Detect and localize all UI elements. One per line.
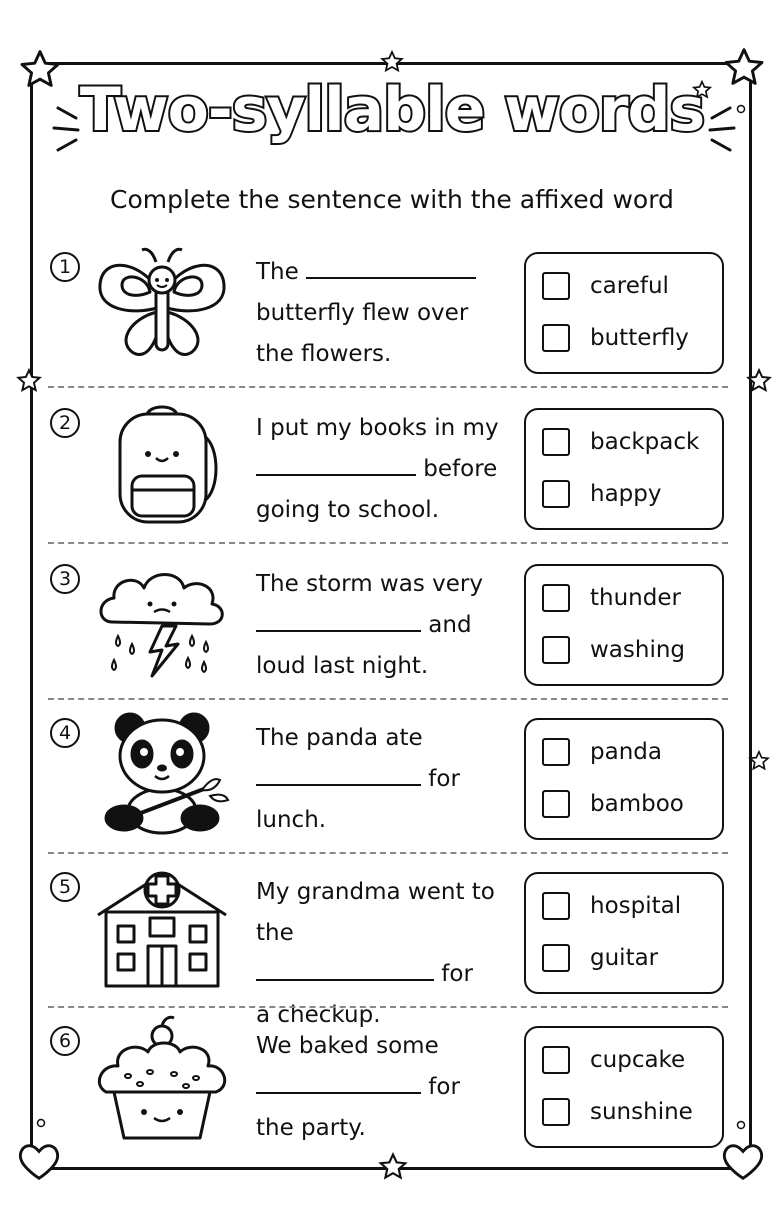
option-label: bamboo	[590, 791, 684, 817]
options-box	[524, 252, 724, 374]
option-label: thunder	[590, 585, 681, 611]
option-label: sunshine	[590, 1099, 693, 1125]
checkbox[interactable]	[542, 272, 570, 300]
sentence-line: for	[256, 1067, 526, 1108]
answer-blank[interactable]	[256, 454, 416, 476]
sentence-line: for	[256, 759, 526, 800]
option-panda[interactable]	[542, 736, 662, 768]
sentence-line: The	[256, 252, 526, 293]
answer-blank[interactable]	[256, 610, 421, 632]
option-happy[interactable]	[542, 478, 661, 510]
exercise-row-1	[42, 240, 742, 390]
option-careful[interactable]	[542, 270, 669, 302]
options-box	[524, 564, 724, 686]
checkbox[interactable]	[542, 636, 570, 664]
sentence	[256, 718, 526, 841]
sentence	[256, 408, 526, 531]
backpack-icon	[92, 396, 232, 526]
sentence-line: butterfly flew over	[256, 300, 469, 326]
star-icon	[746, 368, 772, 394]
page-title: Two-syllable words	[79, 75, 705, 145]
option-washing[interactable]	[542, 634, 685, 666]
item-number: 1	[50, 252, 80, 282]
checkbox[interactable]	[542, 892, 570, 920]
star-icon	[380, 50, 404, 74]
exercise-row-5	[42, 860, 742, 1028]
option-label: panda	[590, 739, 662, 765]
option-label: cupcake	[590, 1047, 686, 1073]
checkbox[interactable]	[542, 1098, 570, 1126]
star-icon	[16, 368, 42, 394]
sentence-line: going to school.	[256, 497, 440, 523]
sentence-line: the party.	[256, 1115, 366, 1141]
sentence	[256, 1026, 526, 1149]
option-sunshine[interactable]	[542, 1096, 693, 1128]
row-divider	[48, 542, 728, 544]
sentence-line: loud last night.	[256, 653, 429, 679]
checkbox[interactable]	[542, 944, 570, 972]
item-number: 3	[50, 564, 80, 594]
option-guitar[interactable]	[542, 942, 658, 974]
checkbox[interactable]	[542, 428, 570, 456]
sentence-line: The storm was very	[256, 571, 483, 597]
checkbox[interactable]	[542, 480, 570, 508]
option-butterfly[interactable]	[542, 322, 689, 354]
options-box	[524, 718, 724, 840]
sentence-line: I put my books in my	[256, 415, 499, 441]
option-thunder[interactable]	[542, 582, 681, 614]
item-number: 5	[50, 872, 80, 902]
options-box	[524, 408, 724, 530]
row-divider	[48, 852, 728, 854]
option-label: backpack	[590, 429, 700, 455]
answer-blank[interactable]	[256, 959, 434, 981]
instructions: Complete the sentence with the affixed word	[110, 185, 674, 214]
option-label: guitar	[590, 945, 659, 971]
item-number: 2	[50, 408, 80, 438]
sentence-line: before	[256, 449, 526, 490]
sentence	[256, 564, 526, 687]
option-backpack[interactable]	[542, 426, 699, 458]
hospital-icon	[92, 860, 232, 990]
checkbox[interactable]	[542, 324, 570, 352]
checkbox[interactable]	[542, 790, 570, 818]
panda-icon	[92, 706, 232, 836]
sentence-line: and	[256, 605, 526, 646]
option-label: happy	[590, 481, 662, 507]
sentence-line: a checkup.	[256, 1002, 381, 1028]
answer-blank[interactable]	[256, 1072, 421, 1094]
options-box	[524, 872, 724, 994]
option-hospital[interactable]	[542, 890, 681, 922]
option-cupcake[interactable]	[542, 1044, 685, 1076]
checkbox[interactable]	[542, 1046, 570, 1074]
exercise-row-3	[42, 552, 742, 702]
row-divider	[48, 698, 728, 700]
sentence	[256, 252, 526, 375]
sentence-line: lunch.	[256, 807, 327, 833]
exercise-row-6	[42, 1014, 742, 1164]
row-divider	[48, 386, 728, 388]
row-divider	[48, 1006, 728, 1008]
option-label: washing	[590, 637, 686, 663]
answer-blank[interactable]	[256, 764, 421, 786]
item-number: 4	[50, 718, 80, 748]
cupcake-icon	[92, 1014, 232, 1144]
exercise-row-4	[42, 706, 742, 856]
option-bamboo[interactable]	[542, 788, 684, 820]
answer-blank[interactable]	[306, 257, 476, 279]
option-label: careful	[590, 273, 669, 299]
sentence-line: We baked some	[256, 1033, 439, 1059]
item-number: 6	[50, 1026, 80, 1056]
storm-cloud-icon	[92, 552, 232, 682]
butterfly-icon	[92, 240, 232, 370]
checkbox[interactable]	[542, 738, 570, 766]
star-icon	[748, 750, 770, 772]
sentence-line: for	[256, 954, 526, 995]
sentence-line: My grandma went to the	[256, 879, 495, 946]
sentence-line: The panda ate	[256, 725, 423, 751]
sentence-line: the flowers.	[256, 341, 392, 367]
option-label: hospital	[590, 893, 682, 919]
checkbox[interactable]	[542, 584, 570, 612]
options-box	[524, 1026, 724, 1148]
option-label: butterfly	[590, 325, 689, 351]
sentence	[256, 872, 526, 1036]
exercise-row-2	[42, 396, 742, 546]
